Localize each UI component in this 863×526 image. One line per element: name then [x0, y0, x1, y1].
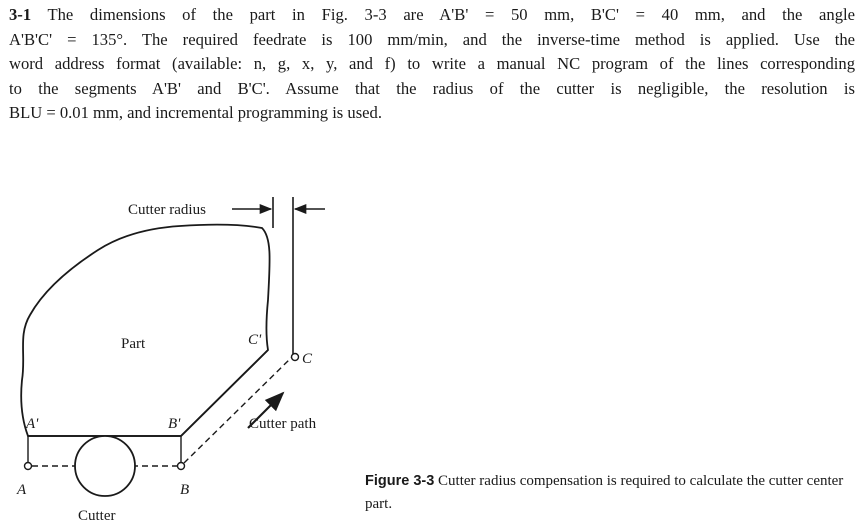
point-b	[178, 463, 185, 470]
figure-caption-number: Figure 3-3	[365, 473, 435, 489]
problem-number: 3-1	[9, 5, 32, 24]
label-c-prime: C'	[248, 332, 262, 348]
label-cutter-path: Cutter path	[249, 416, 317, 432]
label-b-prime: B'	[168, 416, 181, 432]
problem-text-line-4: to the segments A'B' and B'C'. Assume that the radius of the cutter is negligible, the resolution is	[9, 78, 855, 98]
label-part: Part	[121, 336, 146, 352]
cutter-circle	[75, 436, 135, 496]
problem-text-line-5: BLU = 0.01 mm, and incremental programming is used.	[9, 103, 382, 123]
label-a-prime: A'	[26, 416, 39, 432]
point-a	[25, 463, 32, 470]
problem-text-line-1: The dimensions of the part in Fig. 3-3 are A'B' = 50 mm, B'C' = 40 mm, and the angle	[47, 5, 855, 24]
cutter-path-bc	[184, 357, 292, 463]
part-outline	[21, 225, 269, 436]
point-c	[292, 354, 299, 361]
problem-text-line-3: word address format (available: n, g, x, y, and f) to write a manual NC program of the lines corresponding	[9, 54, 855, 74]
label-cutter-radius: Cutter radius	[128, 202, 206, 218]
figure-caption	[365, 470, 860, 516]
label-b: B	[180, 482, 190, 498]
label-cutter: Cutter	[78, 508, 116, 524]
label-a: A	[17, 482, 27, 498]
problem-text-line-2: A'B'C' = 135°. The required feedrate is 100 mm/min, and the inverse-time method is applied. Use the	[9, 29, 855, 49]
figure-caption-text: Cutter radius compensation is required to calculate the cutter center part.	[365, 473, 844, 512]
label-c: C	[302, 351, 313, 367]
